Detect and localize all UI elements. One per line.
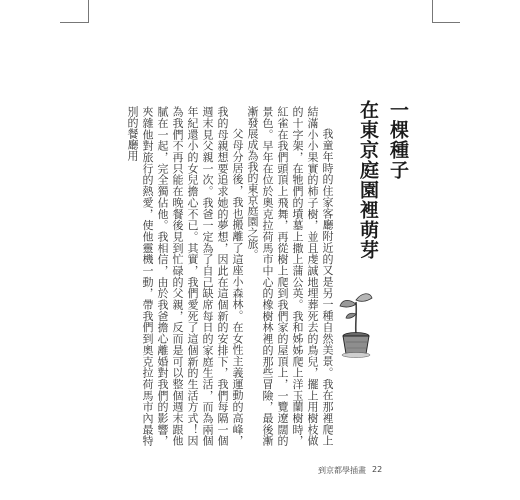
sprout-pot-illustration xyxy=(334,286,378,362)
crop-mark-right-vertical xyxy=(432,0,433,22)
crop-mark-right-horizontal xyxy=(432,22,460,23)
running-footer-title: 到京都學插畫 xyxy=(318,466,366,475)
crop-mark-left-vertical xyxy=(88,0,89,22)
chapter-title-line-2: 在東京庭園裡萌芽 xyxy=(357,100,379,260)
page-number: 22 xyxy=(372,465,383,474)
body-paragraph: 父母分居後，我也搬離了這座小森林。在女性主義運動的高峰，我的母親想要追求她的夢想，因此在這個新的安排下，我們每隔一個週末見父親一次。我爸一定為了自己缺席每日的家庭生活，而為兩個年紀還小的女兒擔心不已。其實，我們愛死了這個新的生活方式！因為我們不再只能在晚餐後見到忙碌的父親，反而是可以整個週末跟他膩在一起，完全獨佔他。我相信，由於我爸擔心離婚對我們的影響，夾雜他對旅行的熱愛，使他靈機一動，帶我們到奧克拉荷馬市內最特別的餐廳用 xyxy=(126,106,244,446)
crop-mark-left-horizontal xyxy=(60,22,89,23)
body-paragraph: 我童年時的住家客廳附近的又是另一種自然美景。我在那裡爬上結滿小小果實的柿子樹，並且虔誠地埋葬死去的鳥兒，擺上用樹枝做的十字架，在牠們的墳墓上撒上蒲公英。我和姊姊爬上洋玉蘭樹時，紅雀在我們頭頂上飛舞，再從樹上爬到我們家的屋頂上，一覽遼闊的景色。早年在位於奧克拉荷馬市中心的橡樹林裡的那些冒險，最後漸漸發展成為我的東京庭園之旅。 xyxy=(246,106,334,446)
chapter-title-line-1: 一棵種子 xyxy=(387,100,409,180)
body-text xyxy=(126,106,335,446)
